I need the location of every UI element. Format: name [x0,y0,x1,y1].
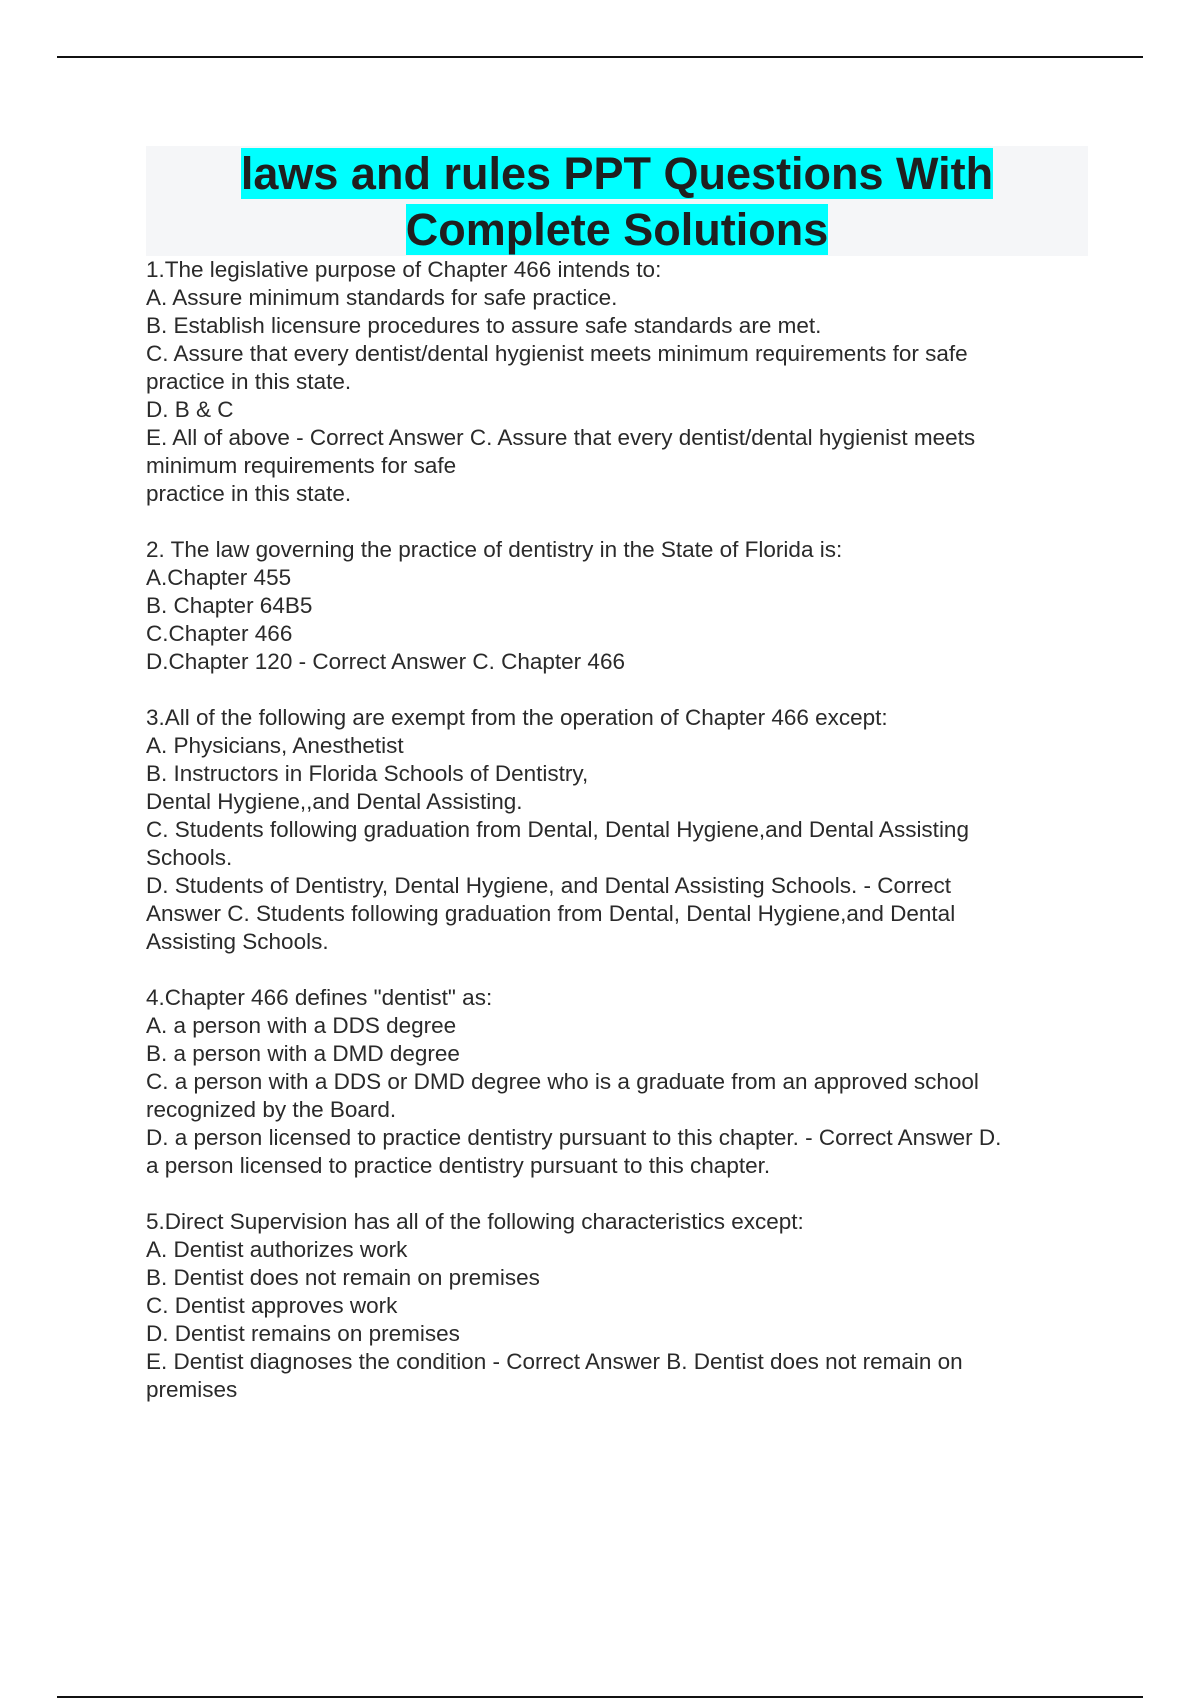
question-5 [146,1208,1091,1404]
question-line: C. Dentist approves work [146,1293,398,1318]
question-line: D. B & C [146,397,234,422]
question-3 [146,704,1091,956]
question-line: Assisting Schools. [146,929,329,954]
question-line: 3.All of the following are exempt from the operation of Chapter 466 except: [146,705,888,730]
title-line-2: Complete Solutions [405,204,829,255]
top-rule [57,56,1143,58]
question-line: premises [146,1377,238,1402]
document-title [146,146,1088,258]
question-line: A. a person with a DDS degree [146,1013,457,1038]
question-line: E. Dentist diagnoses the condition - Correct Answer B. Dentist does not remain on [146,1349,963,1374]
question-line: 5.Direct Supervision has all of the following characteristics except: [146,1209,804,1234]
question-line: D. a person licensed to practice dentistry pursuant to this chapter. - Correct Answer D. [146,1125,1002,1150]
question-line: C. Students following graduation from Dental, Dental Hygiene,and Dental Assisting [146,817,969,842]
question-line: a person licensed to practice dentistry pursuant to this chapter. [146,1153,771,1178]
question-line: B. Instructors in Florida Schools of Dentistry, [146,761,589,786]
title-band [146,146,1088,256]
question-line: Answer C. Students following graduation from Dental, Dental Hygiene,and Dental [146,901,956,926]
question-line: B. Chapter 64B5 [146,593,313,618]
question-line: C.Chapter 466 [146,621,293,646]
question-line: A. Dentist authorizes work [146,1237,408,1262]
question-line: D. Dentist remains on premises [146,1321,460,1346]
question-line: C. a person with a DDS or DMD degree who is a graduate from an approved school [146,1069,979,1094]
question-list [146,256,1091,1432]
question-line: 1.The legislative purpose of Chapter 466 intends to: [146,257,662,282]
title-line-1: laws and rules PPT Questions With [240,148,994,199]
question-line: A.Chapter 455 [146,565,292,590]
question-line: practice in this state. [146,369,352,394]
question-line: D.Chapter 120 - Correct Answer C. Chapter 466 [146,649,625,674]
question-line: practice in this state. [146,481,352,506]
question-line: C. Assure that every dentist/dental hygienist meets minimum requirements for safe [146,341,968,366]
question-line: B. a person with a DMD degree [146,1041,460,1066]
question-line: D. Students of Dentistry, Dental Hygiene, and Dental Assisting Schools. - Correct [146,873,951,898]
question-line: B. Dentist does not remain on premises [146,1265,540,1290]
question-line: E. All of above - Correct Answer C. Assure that every dentist/dental hygienist meets [146,425,976,450]
question-line: A. Assure minimum standards for safe practice. [146,285,618,310]
question-line: Schools. [146,845,233,870]
question-line: B. Establish licensure procedures to assure safe standards are met. [146,313,822,338]
bottom-rule [57,1696,1143,1698]
question-4 [146,984,1091,1180]
question-2 [146,536,1091,676]
question-line: Dental Hygiene,,and Dental Assisting. [146,789,523,814]
question-1 [146,256,1091,508]
question-line: 4.Chapter 466 defines "dentist" as: [146,985,493,1010]
question-line: minimum requirements for safe [146,453,457,478]
question-line: recognized by the Board. [146,1097,397,1122]
question-line: A. Physicians, Anesthetist [146,733,404,758]
question-line: 2. The law governing the practice of dentistry in the State of Florida is: [146,537,843,562]
